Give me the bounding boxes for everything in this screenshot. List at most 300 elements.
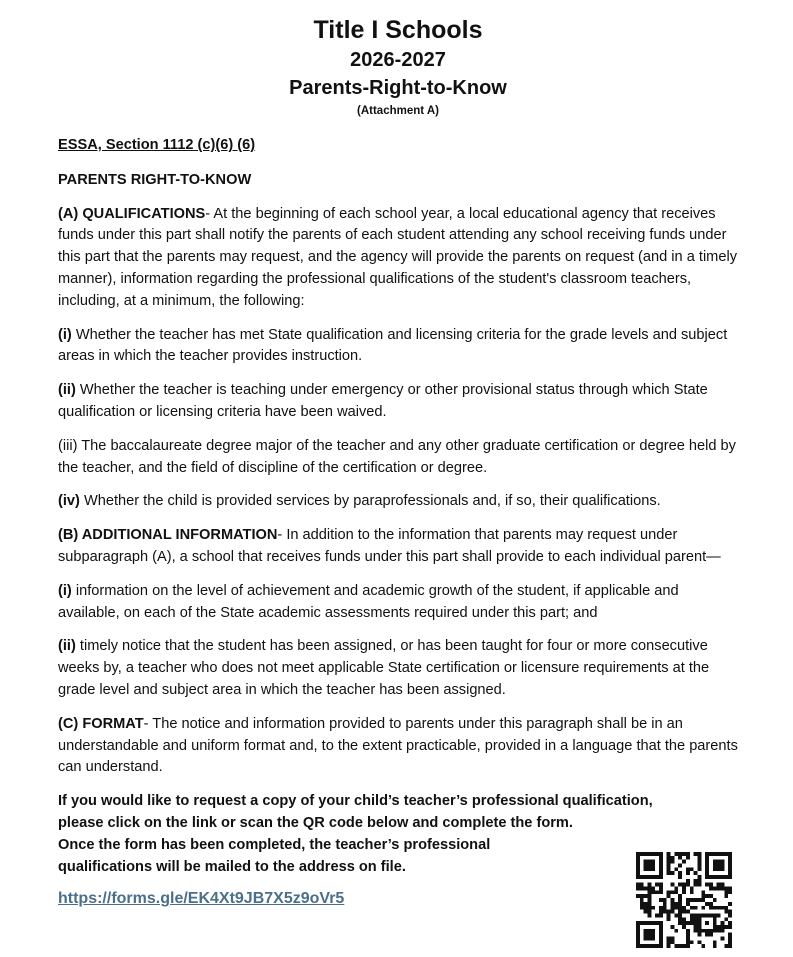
qr-module [697,883,701,887]
qr-module [705,929,709,933]
qr-module [701,913,705,917]
qr-module [717,906,721,910]
request-line-3: Once the form has been completed, the teacher’s professional [58,836,491,853]
qr-module [724,925,728,929]
qr-module [690,917,694,921]
qr-module [640,902,644,906]
paragraph-a-ii-label: (ii) [58,382,76,399]
qr-module [686,940,690,944]
qr-module [701,898,705,902]
qr-module [651,890,655,894]
qr-module [697,852,701,856]
qr-module [636,925,640,929]
qr-module [720,925,724,929]
qr-module [678,913,682,917]
qr-module [720,921,724,925]
qr-module [663,902,667,906]
qr-module [686,929,690,933]
qr-module [640,852,644,856]
qr-module [728,913,732,917]
qr-module [644,936,648,940]
qr-module [671,906,675,910]
qr-module [678,852,682,856]
qr-module [682,906,686,910]
request-form-link[interactable]: https://forms.gle/EK4Xt9JB7X5z9oVr5 [58,890,345,908]
qr-module [728,875,732,879]
qr-module [648,860,652,864]
qr-module [674,887,678,891]
qr-module [705,933,709,937]
qr-module [659,890,663,894]
qr-module [682,917,686,921]
qr-module [717,913,721,917]
qr-module [697,933,701,937]
qr-module [717,887,721,891]
qr-module [667,913,671,917]
qr-module [720,887,724,891]
qr-module [705,871,709,875]
qr-module [717,883,721,887]
qr-module [720,906,724,910]
qr-module [671,925,675,929]
qr-module [651,867,655,871]
qr-module [667,936,671,940]
qr-module [705,894,709,898]
paragraph-b [58,525,738,569]
qr-module [724,944,728,948]
qr-module [709,913,713,917]
qr-module [674,902,678,906]
qr-module [728,933,732,937]
paragraph-c-text: - The notice and information provided to parents under this paragraph shall be in an understandable and uniform format and, to the extent practicable, provided in a language that the parents can understand. [58,715,738,776]
qr-module [709,933,713,937]
page-title: Title I Schools [313,16,483,44]
qr-module [690,921,694,925]
qr-module [709,906,713,910]
qr-module [674,852,678,856]
qr-module [636,864,640,868]
qr-module [678,917,682,921]
qr-module [648,913,652,917]
qr-module [636,894,640,898]
qr-module [640,944,644,948]
qr-module [659,910,663,914]
qr-module [671,910,675,914]
qr-module [728,921,732,925]
qr-module [709,875,713,879]
qr-module [728,864,732,868]
qr-module [705,902,709,906]
qr-module [667,917,671,921]
paragraph-b-i-text: information on the level of achievement and academic growth of the student, if applicable and available, on each of the State academic assessments required under this part; and [58,582,679,621]
qr-module [720,852,724,856]
paragraph-b-ii-label: (ii) [58,638,76,655]
qr-module [667,867,671,871]
qr-module [686,883,690,887]
qr-module [678,898,682,902]
qr-module [717,875,721,879]
attachment-label: (Attachment A) [357,105,439,117]
qr-module [682,921,686,925]
qr-module [728,890,732,894]
qr-module [648,867,652,871]
qr-module [682,887,686,891]
qr-module [651,887,655,891]
qr-module [690,940,694,944]
qr-module [713,917,717,921]
qr-module [694,929,698,933]
qr-module [671,883,675,887]
qr-module [697,898,701,902]
qr-module [644,867,648,871]
qr-module [667,864,671,868]
qr-module [701,906,705,910]
qr-module [644,887,648,891]
qr-module [659,864,663,868]
qr-module [648,898,652,902]
qr-module [694,879,698,883]
qr-module [694,906,698,910]
qr-module [678,871,682,875]
qr-module [713,860,717,864]
qr-module [678,894,682,898]
qr-module [667,871,671,875]
qr-module [636,856,640,860]
qr-module [674,929,678,933]
qr-module [694,913,698,917]
qr-module [717,929,721,933]
qr-module [648,944,652,948]
qr-module [671,856,675,860]
qr-module [724,917,728,921]
qr-module [694,921,698,925]
qr-module [640,898,644,902]
qr-module [667,860,671,864]
request-line-2: please click on the link or scan the QR code below and complete the form. [58,814,573,831]
qr-module [682,925,686,929]
qr-module [655,913,659,917]
qr-module [655,883,659,887]
section-reference: ESSA, Section 1112 (c)(6) (6) [58,137,256,153]
qr-module [709,894,713,898]
qr-module [636,860,640,864]
qr-module [674,906,678,910]
qr-module [713,875,717,879]
qr-module [671,902,675,906]
qr-module [636,936,640,940]
qr-module [636,940,640,944]
qr-module [720,864,724,868]
qr-module [648,933,652,937]
qr-module [686,856,690,860]
qr-module [690,898,694,902]
section-heading: PARENTS RIGHT-TO-KNOW [58,171,252,188]
qr-module [705,860,709,864]
paragraph-a-i-label: (i) [58,326,72,343]
qr-module [659,871,663,875]
qr-module [697,913,701,917]
qr-module [663,906,667,910]
qr-module [644,906,648,910]
qr-module [728,852,732,856]
qr-module [717,925,721,929]
qr-module [682,890,686,894]
qr-module [667,944,671,948]
paragraph-a-iv [58,491,738,513]
paragraph-b-i-label: (i) [58,582,72,599]
qr-module [713,929,717,933]
paragraph-c [58,714,738,779]
qr-module [674,913,678,917]
qr-module [636,921,640,925]
qr-module [697,864,701,868]
qr-module [682,910,686,914]
qr-module [709,852,713,856]
qr-module [636,867,640,871]
qr-module [678,875,682,879]
paragraph-c-label: (C) FORMAT [58,715,144,732]
qr-module [697,921,701,925]
qr-module [644,852,648,856]
paragraph-a-iii: (iii) The baccalaureate degree major of the teacher and any other graduate certification or degree held by the teacher, and the field of discipline of the certification or degree. [58,437,736,476]
qr-module [678,906,682,910]
qr-module [720,867,724,871]
qr-module [713,864,717,868]
qr-module [697,856,701,860]
qr-module [705,856,709,860]
qr-module [697,860,701,864]
qr-module [667,894,671,898]
qr-module [697,925,701,929]
qr-module [717,864,721,868]
qr-module [644,929,648,933]
qr-module [690,906,694,910]
qr-module [709,883,713,887]
qr-module [682,944,686,948]
qr-module [648,894,652,898]
qr-module [686,898,690,902]
qr-module [694,898,698,902]
paragraph-b-text: - In addition to the information that parents may request under subparagraph (A), a school that receives funds under this part shall provide to each individual parent— [58,527,721,565]
qr-module [690,913,694,917]
qr-module [717,867,721,871]
qr-module [671,871,675,875]
qr-module [636,929,640,933]
qr-code-icon[interactable] [636,852,732,948]
qr-module [705,867,709,871]
paragraph-a-ii-text: Whether the teacher is teaching under emergency or other provisional status through which State qualification or licensing criteria have been waived. [58,382,708,420]
qr-module [648,910,652,914]
qr-module [713,887,717,891]
qr-module [663,910,667,914]
qr-module [644,921,648,925]
qr-module [671,890,675,894]
qr-module [655,875,659,879]
qr-module [640,883,644,887]
qr-module [705,921,709,925]
qr-module [651,933,655,937]
qr-module [648,902,652,906]
qr-module [651,929,655,933]
qr-module [636,871,640,875]
qr-module [701,929,705,933]
paragraph-a-iv-text: Whether the child is provided services by paraprofessionals and, if so, their qualifications. [79,493,661,510]
qr-module [701,890,705,894]
qr-module [648,929,652,933]
qr-module [694,883,698,887]
qr-module [659,867,663,871]
paragraph-a-text: - At the beginning of each school year, a local educational agency that receives funds under this part shall notify the parents of each student attending any school receiving funds under this part that the parents may request, and the agency will provide the parents on request (and in a timely manner), information regarding the professional qualifications of the student's classroom teachers, including, at a minimum, the following: [58,205,737,309]
qr-module [651,944,655,948]
qr-module [659,898,663,902]
qr-module [682,860,686,864]
qr-module [636,944,640,948]
qr-module [724,852,728,856]
qr-module [705,852,709,856]
qr-module [728,856,732,860]
paragraph-a [58,204,738,313]
qr-module [667,940,671,944]
qr-module [659,936,663,940]
qr-module [697,917,701,921]
qr-module [674,867,678,871]
qr-module [663,898,667,902]
qr-module [678,910,682,914]
qr-module [697,940,701,944]
qr-module [694,925,698,929]
qr-module [678,864,682,868]
qr-module [728,860,732,864]
paragraph-b-label: (B) ADDITIONAL INFORMATION [58,527,278,544]
qr-module [728,944,732,948]
qr-module [724,887,728,891]
qr-module [709,929,713,933]
qr-module [709,902,713,906]
qr-module [648,887,652,891]
qr-module [667,890,671,894]
qr-module [713,925,717,929]
qr-module [713,940,717,944]
qr-module [713,852,717,856]
qr-module [709,887,713,891]
page-subtitle: Parents-Right-to-Know [289,77,507,99]
qr-module [644,875,648,879]
qr-module [651,906,655,910]
document-page [58,0,738,908]
qr-module [713,944,717,948]
qr-module [659,933,663,937]
qr-module [659,921,663,925]
title-block [58,15,738,118]
qr-module [678,883,682,887]
request-line-4: qualifications will be mailed to the address on file. [58,858,406,875]
qr-module [671,940,675,944]
qr-module [674,944,678,948]
qr-module [636,883,640,887]
qr-module [648,852,652,856]
qr-module [659,929,663,933]
request-line-1: If you would like to request a copy of your child’s teacher’s professional qualification, [58,793,653,810]
qr-module [694,917,698,921]
qr-module [667,910,671,914]
qr-module [724,894,728,898]
qr-module [686,910,690,914]
qr-module [640,906,644,910]
qr-module [701,944,705,948]
qr-module [644,894,648,898]
qr-module [659,940,663,944]
qr-module [636,933,640,937]
qr-module [659,906,663,910]
paragraph-a-label: (A) QUALIFICATIONS [58,205,206,222]
qr-module [728,902,732,906]
qr-module [678,856,682,860]
qr-module [678,921,682,925]
qr-module [713,898,717,902]
paragraph-a-i [58,325,738,369]
qr-module [659,860,663,864]
qr-module [717,852,721,856]
paragraph-b-ii-text: timely notice that the student has been assigned, or has been taught for four or more consecutive weeks by, a teacher who does not meet applicable State certification or licensure requirements at the grade level and subject area in which the teacher has been assigned. [58,638,710,698]
qr-module [728,940,732,944]
qr-module [655,890,659,894]
qr-module [636,875,640,879]
qr-module [640,921,644,925]
qr-module [720,875,724,879]
qr-module [667,852,671,856]
qr-module [720,936,724,940]
qr-module [648,890,652,894]
qr-module [644,864,648,868]
qr-module [648,906,652,910]
qr-module [651,875,655,879]
qr-module [682,883,686,887]
qr-module [686,902,690,906]
qr-module [644,910,648,914]
qr-module [728,925,732,929]
qr-module [686,921,690,925]
qr-module [651,936,655,940]
qr-module [655,852,659,856]
qr-module [713,867,717,871]
qr-module [659,944,663,948]
qr-module [671,860,675,864]
qr-module [690,890,694,894]
qr-module [686,879,690,883]
qr-module [686,936,690,940]
qr-module [728,910,732,914]
qr-module [697,929,701,933]
qr-module [713,921,717,925]
qr-module [671,898,675,902]
qr-module [686,933,690,937]
qr-module [697,879,701,883]
qr-module [724,875,728,879]
qr-module [690,887,694,891]
qr-module [667,856,671,860]
qr-module [644,902,648,906]
qr-module [686,871,690,875]
qr-module [640,887,644,891]
qr-module [659,875,663,879]
paragraph-a-i-text: Whether the teacher has met State qualification and licensing criteria for the grade levels and subject areas in which the teacher provides instruction. [58,326,728,365]
qr-module [659,913,663,917]
qr-module [644,944,648,948]
qr-module [724,910,728,914]
qr-module [694,871,698,875]
qr-module [713,913,717,917]
qr-module [728,887,732,891]
